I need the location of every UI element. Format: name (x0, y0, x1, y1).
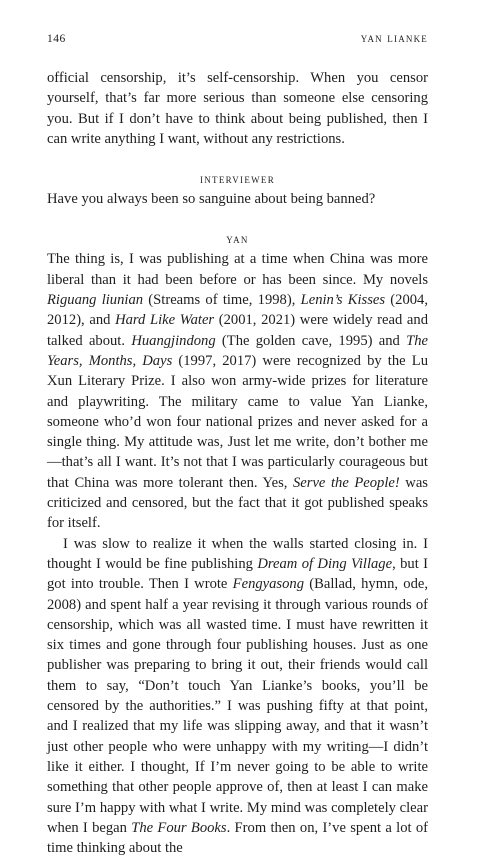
paragraph-answer-continued: I was slow to realize it when the walls started closing in. I thought I would be fine publishing Dream of Ding Village, but I got into trouble. Then I wrote Fengyasong (Ballad, hymn, ode, 2008) and spent half a year revising it through various rounds of censorship, which was all wasted time. I must have rewritten it six times and gone through four publishing houses. Just as one publisher was preparing to bring it out, their friends would call them to say, “Don’t touch Yan Lianke’s books, you’ll be censored by the authorities.” I was pushing fifty at that point, and I realized that my life was slipping away, and that it wasn’t just other people who were unhappy with my writing—I didn’t like it either. I thought, If I’m never going to be able to write something that other people approve of, then at least I can make sure I’m happy with what I write. My mind was completely clear when I began The Four Books. From then on, I’ve spent a lot of time thinking about the (47, 535, 429, 857)
page-number: 146 (47, 33, 66, 45)
paragraph-answer: The thing is, I was publishing at a time when China was more liberal than it had been before or has been since. My novels Riguang liunian (Streams of time, 1998), Lenin’s Kisses (2004, 2012), and Hard Like Water (2001, 2021) were widely read and talked about. Huangjindong (The golden cave, 1995) and The Years, Months, Days (1997, 2017) were recognized by the Lu Xun Literary Prize. I also won army-wide prizes for literature and playwriting. The military came to value Yan Lianke, someone who’d won four national prizes and never asked for a single thing. My attitude was, Just let me write, don’t bother me—that’s all I want. It’s not that I was particularly courageous but that China was more tolerant then. Yes, Serve the People! was criticized and censored, but the fact that it got published speaks for itself. (47, 251, 429, 532)
paragraph-continued: official censorship, it’s self-censorship. When you censor yourself, that’s far more serious than someone else censoring you. But if I don’t have to think about being published, then I can write anything I want, without any restrictions. (47, 70, 428, 147)
running-head (47, 30, 428, 46)
running-title: yan lianke (360, 30, 428, 45)
speaker-interviewer: interviewer (199, 171, 276, 187)
speaker-yan: yan (226, 231, 249, 247)
paragraph-question: Have you always been so sanguine about being banned? (47, 191, 376, 208)
